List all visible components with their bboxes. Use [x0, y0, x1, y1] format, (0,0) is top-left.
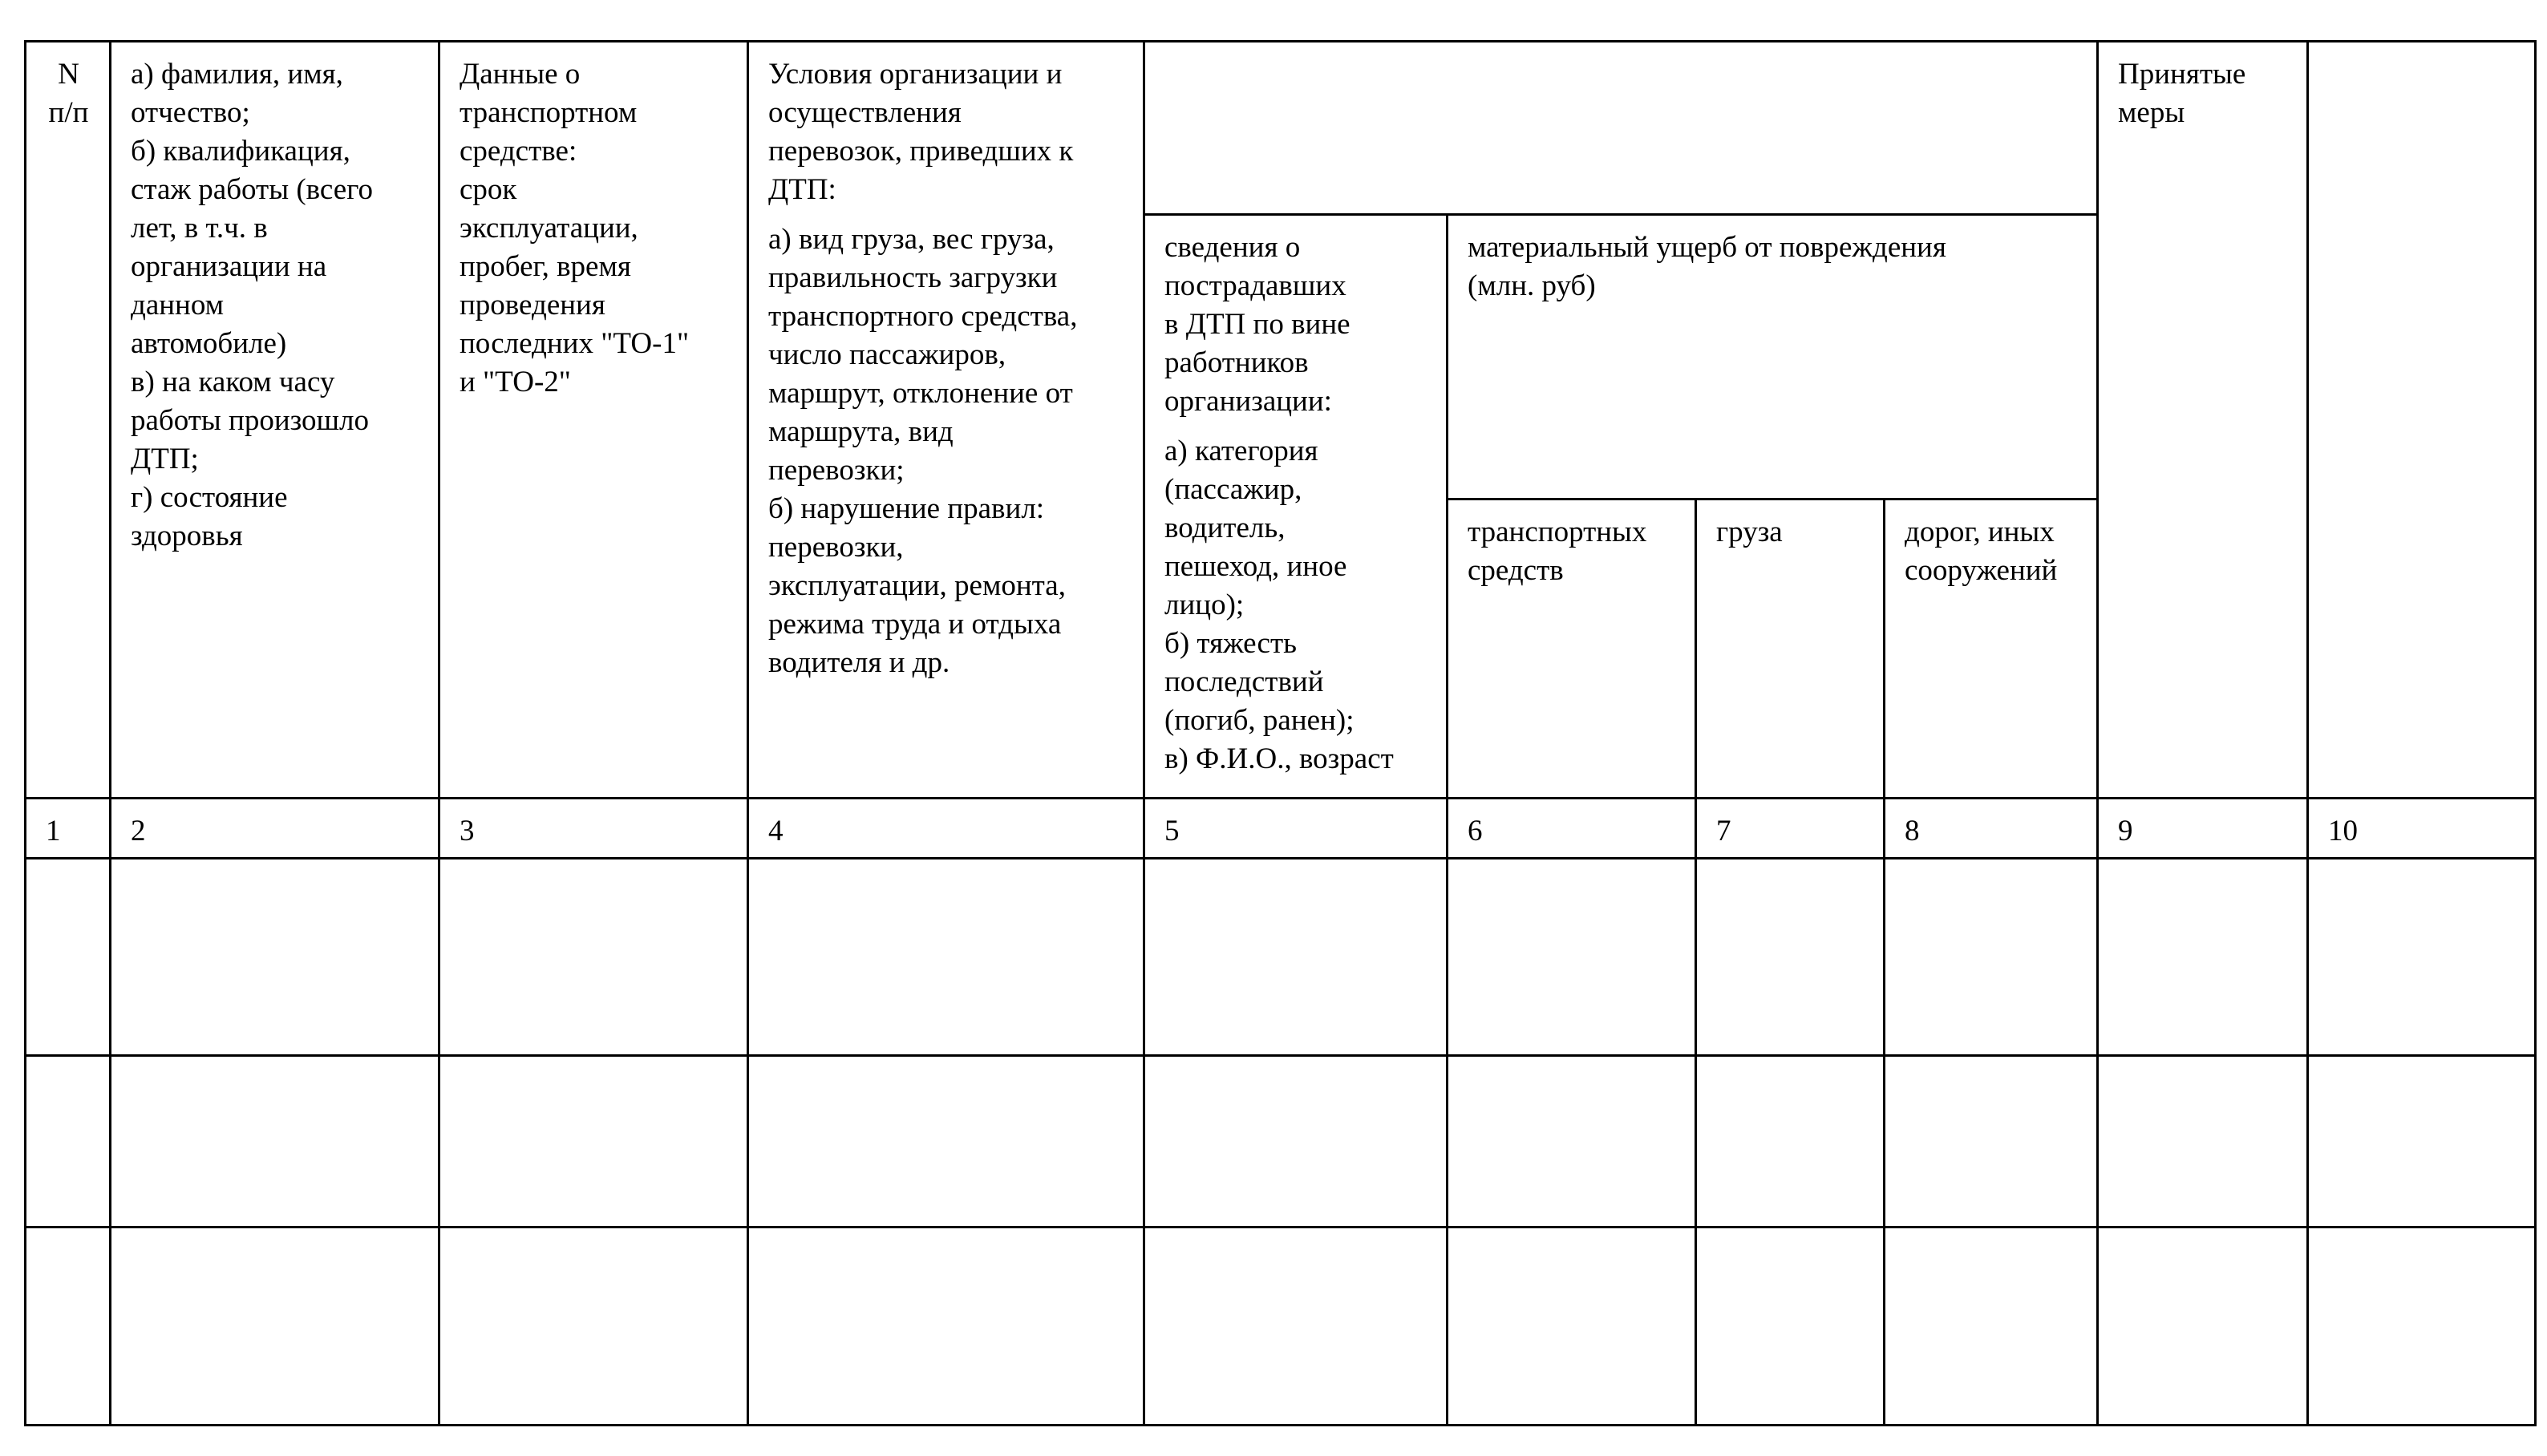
table-cell [1885, 1056, 2098, 1227]
column-number-cell: 4 [748, 799, 1144, 859]
header-col-damage-cargo [1696, 499, 1885, 799]
table-cell [1144, 1227, 1448, 1426]
table-cell [1885, 859, 2098, 1056]
header-group-consequences [1144, 42, 2098, 215]
header-row-1 [26, 42, 2536, 215]
table-row [26, 859, 2536, 1056]
table-cell [2308, 859, 2536, 1056]
column-number-row [26, 799, 2536, 859]
header-col-damage-roads-text: дорог, иных сооружений [1905, 516, 2058, 587]
header-col-number [26, 42, 111, 799]
header-col-damage-vehicles [1448, 499, 1696, 799]
column-number-cell: 8 [1885, 799, 2098, 859]
table-cell [2308, 1056, 2536, 1227]
header-col-damage-roads [1885, 499, 2098, 799]
accident-report-table [24, 40, 2537, 1426]
table-row [26, 1056, 2536, 1227]
column-number-cell: 10 [2308, 799, 2536, 859]
header-col-damage-vehicles-text: транспортных средств [1468, 516, 1647, 587]
table-cell [1696, 1056, 1885, 1227]
header-col-number-text: N п/п [48, 58, 89, 129]
table-cell [1448, 1227, 1696, 1426]
table-cell [2098, 859, 2308, 1056]
header-col-conditions [748, 42, 1144, 799]
table-cell [111, 1227, 439, 1426]
column-number-cell: 6 [1448, 799, 1696, 859]
header-col-victims-title: сведения о пострадавших в ДТП по вине работников организации: [1164, 231, 1350, 418]
column-number-cell: 3 [439, 799, 748, 859]
header-col-vehicle-text: Данные о транспортном средстве: срок эксплуатации, пробег, время проведения последних "ТО-1" и "ТО-2" [460, 58, 690, 398]
header-col-conditions-title: Условия организации и осуществления перевозок, приведших к ДТП: [768, 58, 1074, 206]
table-cell [26, 859, 111, 1056]
column-number-cell: 9 [2098, 799, 2308, 859]
table-cell [111, 1056, 439, 1227]
column-number-cell: 5 [1144, 799, 1448, 859]
table-row [26, 1227, 2536, 1426]
header-col-ten [2308, 42, 2536, 799]
table-cell [748, 1056, 1144, 1227]
table-cell [439, 859, 748, 1056]
header-col-conditions-body: а) вид груза, вес груза, правильность загрузки транспортного средства, число пассажиров, маршрут, отклонение от маршрута, вид перевозки; б) нарушение правил: перевозки, эксплуатации, ремонта, режима труда и отдыха водителя и др. [768, 223, 1078, 679]
table-cell [2098, 1056, 2308, 1227]
table-cell [26, 1227, 111, 1426]
column-number-cell: 1 [26, 799, 111, 859]
table-cell [1144, 1056, 1448, 1227]
header-col-damage-cargo-text: груза [1716, 516, 1783, 548]
table-cell [2308, 1227, 2536, 1426]
header-col-measures [2098, 42, 2308, 799]
header-col-measures-text: Принятые меры [2118, 58, 2246, 129]
table-cell [26, 1056, 111, 1227]
table-cell [1885, 1227, 2098, 1426]
header-col-driver [111, 42, 439, 799]
table-cell [748, 1227, 1144, 1426]
table-cell [439, 1227, 748, 1426]
table-cell [111, 859, 439, 1056]
header-col-victims-body: а) категория (пассажир, водитель, пешеход, иное лицо); б) тяжесть последствий (погиб, ранен); в) Ф.И.О., возраст [1164, 435, 1394, 775]
header-group-damage [1448, 215, 2098, 499]
header-col-vehicle [439, 42, 748, 799]
table-cell [748, 859, 1144, 1056]
header-group-damage-text: материальный ущерб от повреждения (млн. руб) [1468, 231, 1946, 302]
header-col-victims [1144, 215, 1448, 799]
table-cell [1448, 859, 1696, 1056]
table-cell [1696, 859, 1885, 1056]
table-cell [1144, 859, 1448, 1056]
table-cell [439, 1056, 748, 1227]
column-number-cell: 7 [1696, 799, 1885, 859]
table-cell [1696, 1227, 1885, 1426]
header-col-driver-text: а) фамилия, имя, отчество; б) квалификация, стаж работы (всего лет, в т.ч. в организации на данном автомобиле) в) на каком часу работы произошло ДТП; г) состояние здоровья [131, 58, 373, 552]
column-number-cell: 2 [111, 799, 439, 859]
table-cell [2098, 1227, 2308, 1426]
table-cell [1448, 1056, 1696, 1227]
